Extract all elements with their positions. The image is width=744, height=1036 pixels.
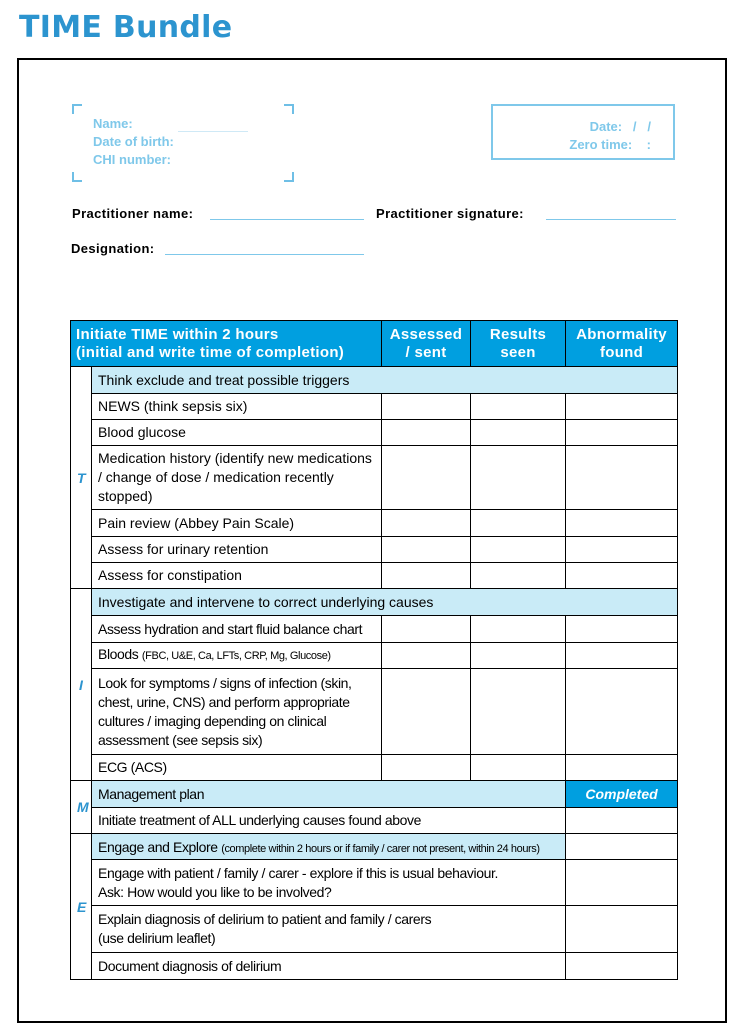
abnormality-cell[interactable] xyxy=(566,563,678,589)
corner-mark-br xyxy=(284,172,294,182)
assessed-cell[interactable] xyxy=(382,394,471,420)
engage-line1: Engage with patient / family / carer - explore if this is usual behaviour. xyxy=(98,864,498,881)
item-document-diagnosis: Document diagnosis of delirium xyxy=(92,953,566,980)
item-initiate-treatment: Initiate treatment of ALL underlying causes found above xyxy=(92,808,566,834)
completed-cell[interactable] xyxy=(566,953,678,980)
table-row xyxy=(71,510,678,537)
assessed-cell[interactable] xyxy=(382,563,471,589)
header-initiate-line2: (initial and write time of completion) xyxy=(76,343,345,361)
results-cell[interactable] xyxy=(471,669,566,755)
abnormality-cell[interactable] xyxy=(566,643,678,669)
item-infection-signs: Look for symptoms / signs of infection (skin, chest, urine, CNS) and perform appropriate cultures / imaging depending on clinical assessment (see sepsis six) xyxy=(92,669,382,755)
header-assessed-sent: Assessed / sent xyxy=(382,321,471,367)
completed-cell[interactable] xyxy=(566,906,678,953)
bloods-detail: (FBC, U&E, Ca, LFTs, CRP, Mg, Glucose) xyxy=(141,650,331,662)
assessed-cell[interactable] xyxy=(382,446,471,510)
abnormality-cell[interactable] xyxy=(566,420,678,446)
section-letter-e: E xyxy=(71,834,92,980)
assessed-cell[interactable] xyxy=(382,643,471,669)
item-pain-review: Pain review (Abbey Pain Scale) xyxy=(92,510,382,537)
header-initiate-time xyxy=(71,321,382,367)
completed-cell[interactable] xyxy=(566,860,678,906)
results-cell[interactable] xyxy=(471,420,566,446)
table-row xyxy=(71,537,678,563)
section-heading-i: Investigate and intervene to correct underlying causes xyxy=(92,589,678,616)
section-letter-m: M xyxy=(71,781,92,834)
results-cell[interactable] xyxy=(471,394,566,420)
engage-heading: Engage and Explore xyxy=(98,838,218,855)
abnormality-cell[interactable] xyxy=(566,755,678,781)
patient-name-label: Name: xyxy=(93,116,133,131)
page-title: TIME Bundle xyxy=(19,10,233,45)
section-heading-row-i xyxy=(71,589,678,616)
assessed-cell[interactable] xyxy=(382,537,471,563)
item-hydration: Assess hydration and start fluid balance chart xyxy=(92,616,382,643)
section-heading-row-e xyxy=(71,834,678,860)
assessed-cell[interactable] xyxy=(382,669,471,755)
table-row xyxy=(71,669,678,755)
designation-label: Designation: xyxy=(71,241,155,256)
header-initiate-line1: Initiate TIME within 2 hours xyxy=(76,325,279,343)
abnormality-cell[interactable] xyxy=(566,669,678,755)
assessed-cell[interactable] xyxy=(382,616,471,643)
assessed-cell[interactable] xyxy=(382,755,471,781)
date-box xyxy=(491,104,675,160)
results-cell[interactable] xyxy=(471,616,566,643)
bloods-label: Bloods xyxy=(98,646,139,662)
practitioner-name-field[interactable] xyxy=(210,219,364,220)
chi-number-label: CHI number: xyxy=(93,152,171,167)
item-urinary-retention: Assess for urinary retention xyxy=(92,537,382,563)
table-row xyxy=(71,906,678,953)
abnormality-cell[interactable] xyxy=(566,616,678,643)
item-news: NEWS (think sepsis six) xyxy=(92,394,382,420)
item-engage-patient xyxy=(92,860,566,906)
abnormality-cell[interactable] xyxy=(566,510,678,537)
item-medication-history: Medication history (identify new medications / change of dose / medication recently stopped) xyxy=(92,446,382,510)
section-letter-t: T xyxy=(71,367,92,589)
table-row xyxy=(71,643,678,669)
date-label[interactable]: Date: / / xyxy=(589,119,651,134)
explain-line2: (use delirium leaflet) xyxy=(98,930,216,946)
results-cell[interactable] xyxy=(471,510,566,537)
section-heading-t: Think exclude and treat possible triggers xyxy=(92,367,678,394)
item-ecg: ECG (ACS) xyxy=(92,755,382,781)
abnormality-cell[interactable] xyxy=(566,394,678,420)
results-cell[interactable] xyxy=(471,537,566,563)
time-bundle-table xyxy=(70,320,678,980)
assessed-cell[interactable] xyxy=(382,420,471,446)
engage-heading-note: (complete within 2 hours or if family / carer not present, within 24 hours) xyxy=(221,842,540,855)
section-heading-m: Management plan xyxy=(92,781,566,808)
section-letter-i: I xyxy=(71,589,92,781)
table-row xyxy=(71,446,678,510)
table-row xyxy=(71,755,678,781)
corner-mark-tl xyxy=(72,104,82,114)
zero-time-label[interactable]: Zero time: : xyxy=(569,137,651,152)
item-constipation: Assess for constipation xyxy=(92,563,382,589)
table-row xyxy=(71,616,678,643)
table-row xyxy=(71,953,678,980)
results-cell[interactable] xyxy=(471,446,566,510)
corner-mark-tr xyxy=(284,104,294,114)
assessed-cell[interactable] xyxy=(382,510,471,537)
practitioner-signature-label: Practitioner signature: xyxy=(376,206,524,221)
results-cell[interactable] xyxy=(471,563,566,589)
practitioner-signature-field[interactable] xyxy=(546,219,676,220)
section-heading-e xyxy=(92,834,566,860)
header-results-seen: Results seen xyxy=(471,321,566,367)
item-bloods xyxy=(92,643,382,669)
results-cell[interactable] xyxy=(471,643,566,669)
section-heading-row-t xyxy=(71,367,678,394)
table-row xyxy=(71,563,678,589)
section-heading-row-m xyxy=(71,781,678,808)
abnormality-cell[interactable] xyxy=(566,537,678,563)
abnormality-cell[interactable] xyxy=(566,446,678,510)
practitioner-name-label: Practitioner name: xyxy=(72,206,194,221)
patient-name-line[interactable] xyxy=(178,131,248,132)
table-row xyxy=(71,860,678,906)
table-row xyxy=(71,420,678,446)
engage-line2: Ask: How would you like to be involved? xyxy=(98,883,332,900)
header-abnormality-found: Abnormality found xyxy=(566,321,678,367)
completed-cell[interactable] xyxy=(566,808,678,834)
dob-label: Date of birth: xyxy=(93,134,174,149)
item-blood-glucose: Blood glucose xyxy=(92,420,382,446)
completed-cell[interactable] xyxy=(566,834,678,860)
explain-line1: Explain diagnosis of delirium to patient and family / carers xyxy=(98,911,432,927)
item-explain-diagnosis xyxy=(92,906,566,953)
completed-header: Completed xyxy=(566,781,678,808)
corner-mark-bl xyxy=(72,172,82,182)
table-row xyxy=(71,808,678,834)
table-row xyxy=(71,394,678,420)
designation-field[interactable] xyxy=(165,254,364,255)
table-header-row xyxy=(71,321,678,367)
results-cell[interactable] xyxy=(471,755,566,781)
